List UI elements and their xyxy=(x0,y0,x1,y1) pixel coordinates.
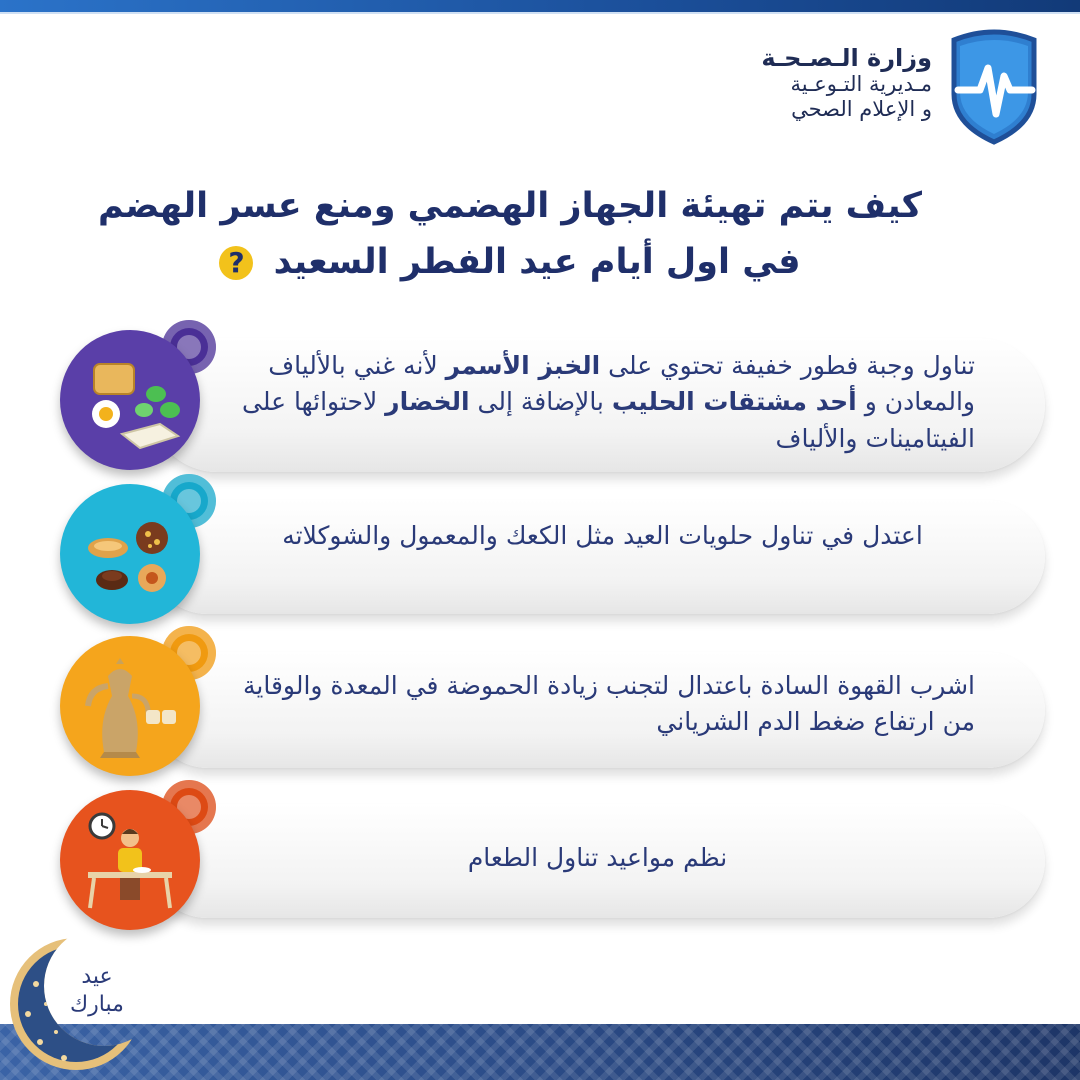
org-line-2: مـديرية التـوعـية xyxy=(790,72,932,97)
tip-2-text: اعتدل في تناول حلويات العيد مثل الكعك والمعمول والشوكلاته xyxy=(282,521,923,550)
tip-3-badge xyxy=(60,636,220,796)
person-eating-icon xyxy=(60,790,200,930)
tip-1-part: لأنه غني بالألياف والمعادن و xyxy=(268,351,975,417)
tip-1-part: بالإضافة إلى xyxy=(469,387,612,417)
tip-4-circle xyxy=(60,790,200,930)
tip-card-3 xyxy=(150,652,1045,768)
eid-line-1: عيد xyxy=(81,964,113,989)
org-line-3: و الإعلام الصحي xyxy=(791,97,932,122)
shield-pulse-icon xyxy=(946,28,1042,146)
tip-1-part-bold: أحد مشتقات الحليب xyxy=(611,387,857,417)
eid-line-2: مبارك xyxy=(70,991,124,1017)
headline-line-1: كيف يتم تهيئة الجهاز الهضمي ومنع عسر الهضم xyxy=(97,186,922,226)
org-title: وزارة الـصـحـة xyxy=(761,44,932,72)
tip-card-4 xyxy=(150,804,1045,918)
headline-line-2-text: في اول أيام عيد الفطر السعيد xyxy=(273,242,801,282)
sweets-icon xyxy=(60,484,200,624)
top-accent-bar xyxy=(0,0,1080,12)
tip-2-badge xyxy=(60,484,220,644)
ministry-logo xyxy=(622,28,1042,148)
tip-1-part-bold: الخبز الأسمر xyxy=(445,351,601,380)
tip-2-circle xyxy=(60,484,200,624)
question-mark-icon: ? xyxy=(219,246,253,280)
tip-3-text: اشرب القهوة السادة باعتدال لتجنب زيادة الحموضة في المعدة والوقاية من ارتفاع ضغط الدم الشرياني xyxy=(242,671,975,737)
tip-1-part-bold: الخضار xyxy=(385,387,470,417)
tip-1-text xyxy=(240,348,975,457)
tip-card-2 xyxy=(150,500,1045,614)
bottom-decorative-band xyxy=(0,1024,1080,1080)
organization-name xyxy=(761,44,932,122)
coffee-pot-icon xyxy=(60,636,200,776)
headline-line-2 xyxy=(130,242,890,282)
breakfast-plate-icon xyxy=(60,330,200,470)
tip-3-circle xyxy=(60,636,200,776)
tip-4-text: نظم مواعيد تناول الطعام xyxy=(467,843,728,872)
tip-1-part: لاحتوائها على الفيتامينات والألياف xyxy=(242,387,975,453)
tip-1-badge xyxy=(60,330,220,490)
tip-card-1 xyxy=(150,338,1045,472)
tip-1-part: تناول وجبة فطور خفيفة تحتوي على xyxy=(600,351,975,380)
tip-1-circle xyxy=(60,330,200,470)
eid-greeting xyxy=(62,963,132,1018)
